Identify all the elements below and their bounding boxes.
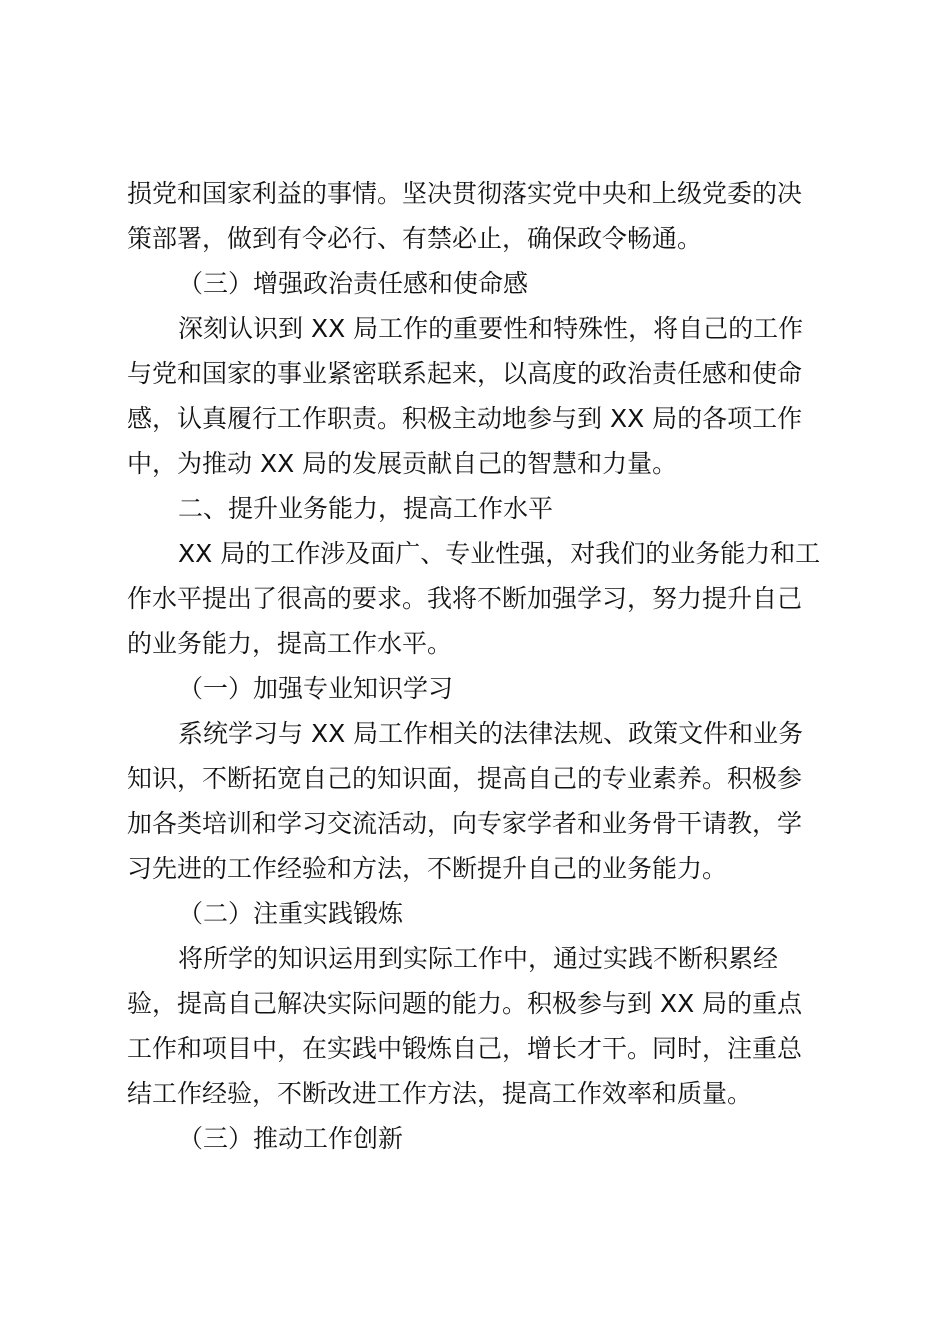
document-body <box>127 171 827 1161</box>
body-line: 作水平提出了很高的要求。我将不断加强学习，努力提升自己 <box>127 584 803 613</box>
body-line: 感，认真履行工作职责。积极主动地参与到 XX 局的各项工作 <box>127 404 803 433</box>
paragraph-start-line: XX 局的工作涉及面广、专业性强，对我们的业务能力和工 <box>178 539 821 568</box>
paragraph-start-line: 系统学习与 XX 局工作相关的法律法规、政策文件和业务 <box>178 719 804 748</box>
body-line: 知识，不断拓宽自己的知识面，提高自己的专业素养。积极参 <box>127 764 803 793</box>
subheading-line: （三）增强政治责任感和使命感 <box>178 269 529 298</box>
body-line: 验，提高自己解决实际问题的能力。积极参与到 XX 局的重点 <box>127 989 803 1018</box>
section-heading-line: 二、提升业务能力，提高工作水平 <box>178 494 554 523</box>
subheading-line: （三）推动工作创新 <box>178 1124 404 1153</box>
body-line: 加各类培训和学习交流活动，向专家学者和业务骨干请教，学 <box>127 809 803 838</box>
body-line: 策部署，做到有令必行、有禁必止，确保政令畅通。 <box>127 224 703 253</box>
subheading-line: （一）加强专业知识学习 <box>178 674 454 703</box>
body-line: 的业务能力，提高工作水平。 <box>127 629 453 658</box>
body-line: 工作和项目中，在实践中锻炼自己，增长才干。同时，注重总 <box>127 1034 803 1063</box>
paragraph-start-line: 深刻认识到 XX 局工作的重要性和特殊性，将自己的工作 <box>178 314 804 343</box>
body-line: 习先进的工作经验和方法，不断提升自己的业务能力。 <box>127 854 728 883</box>
paragraph-start-line: 将所学的知识运用到实际工作中，通过实践不断积累经 <box>178 944 779 973</box>
subheading-line: （二）注重实践锻炼 <box>178 899 404 928</box>
body-line: 结工作经验，不断改进工作方法，提高工作效率和质量。 <box>127 1079 753 1108</box>
body-line: 损党和国家利益的事情。坚决贯彻落实党中央和上级党委的决 <box>127 179 803 208</box>
body-line: 中，为推动 XX 局的发展贡献自己的智慧和力量。 <box>127 449 678 478</box>
body-line: 与党和国家的事业紧密联系起来，以高度的政治责任感和使命 <box>127 359 803 388</box>
